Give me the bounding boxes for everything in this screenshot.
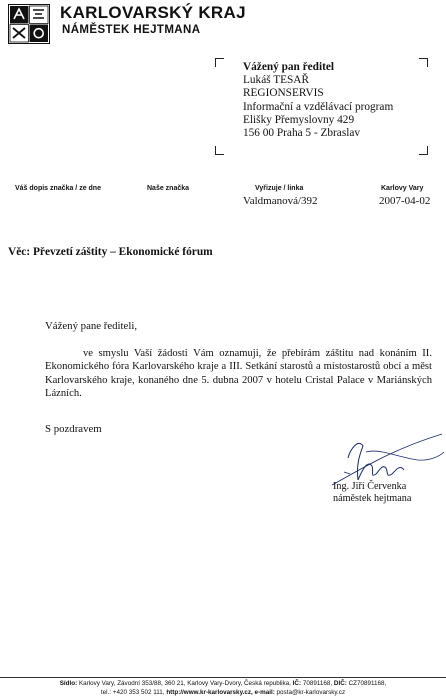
signatory-block xyxy=(333,481,411,506)
our-reference-label: Naše značka xyxy=(147,185,190,192)
footer-dic-value: CZ70891168, xyxy=(348,680,387,687)
address-window-corner xyxy=(215,58,224,67)
recipient-address xyxy=(243,61,393,140)
recipient-program: Informační a vzdělávací program xyxy=(243,100,394,113)
your-reference-label: Váš dopis značka / ze dne xyxy=(15,185,101,192)
address-window-corner xyxy=(419,146,428,155)
handled-by-value: Valdmanová/392 xyxy=(243,195,318,207)
footer-email-label: e-mail: xyxy=(254,689,275,696)
footer-line-1 xyxy=(0,680,446,687)
recipient-city: 156 00 Praha 5 - Zbraslav xyxy=(243,127,361,140)
letter-closing: S pozdravem xyxy=(45,423,102,435)
letter-greeting: Vážený pane řediteli, xyxy=(45,320,138,332)
signatory-name: Ing. Jiří Červenka xyxy=(333,481,407,492)
footer-seat-label: Sídlo: xyxy=(59,680,78,687)
footer-ico-label: IČ: xyxy=(292,680,302,687)
letter-body-paragraph: ve smyslu Vaší žádosti Vám oznamuji, že přebírám záštitu nad konáním II. Ekonomického fóra Karlovarského kraje a III. Setkání starostů a místostarostů obcí a měst Karlovarského kraje, konaného dne 5. dubna 2007 v hotelu Cristal Palace v Mariánských Lázních. xyxy=(45,348,432,400)
signatory-title: náměstek hejtmana xyxy=(333,493,412,505)
address-window-corner xyxy=(215,146,224,155)
organization-name: KARLOVARSKÝ KRAJ xyxy=(60,3,246,22)
footer-seat-address: Karlovy Vary, Závodní 353/88, 360 21, Karlovy Vary-Dvory, Česká republika, xyxy=(78,680,291,687)
letter-date: 2007-04-02 xyxy=(379,195,431,207)
letter-subject: Věc: Převzetí záštity – Ekonomické fórum xyxy=(8,246,213,258)
recipient-company: REGIONSERVIS xyxy=(243,87,324,100)
footer-email-link[interactable]: posta@kr-karlovarsky.cz xyxy=(276,689,346,696)
footer-website-link[interactable]: http://www.kr-karlovarsky.cz, xyxy=(166,689,253,696)
place-label: Karlovy Vary xyxy=(381,185,424,192)
footer-dic-label: DIČ: xyxy=(333,680,347,687)
footer-ico-value: 70891168, xyxy=(302,680,333,687)
recipient-street: Elišky Přemyslovny 429 xyxy=(243,113,355,126)
handled-by-label: Vyřizuje / linka xyxy=(255,185,304,192)
recipient-name: Lukáš TESAŘ xyxy=(243,74,310,87)
footer-line-2 xyxy=(0,689,446,696)
recipient-salutation: Vážený pan ředitel xyxy=(243,61,334,73)
footer-telephone: tel.: +420 353 502 111, xyxy=(100,689,165,696)
regional-crest-logo xyxy=(8,4,50,44)
address-window-corner xyxy=(419,58,428,67)
footer-divider xyxy=(0,677,446,678)
department-name: NÁMĚSTEK HEJTMANA xyxy=(62,24,201,36)
